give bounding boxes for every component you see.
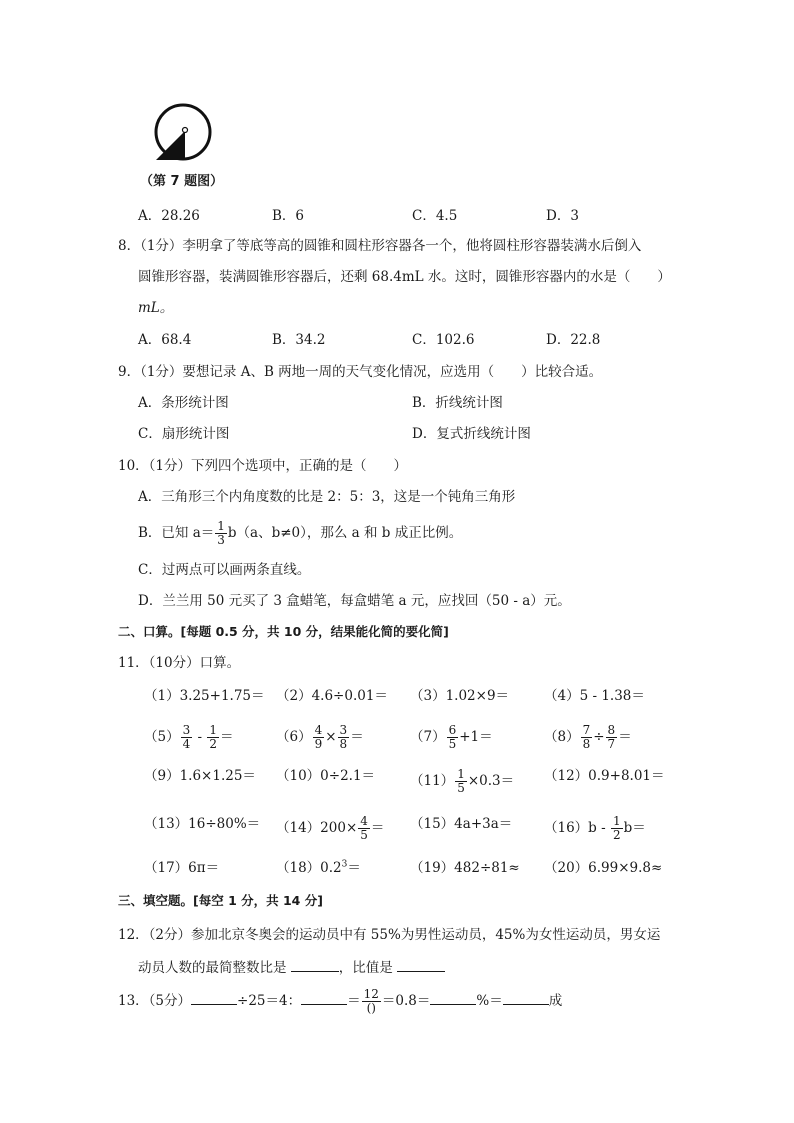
equals: ＝ [350,729,364,745]
fraction [338,724,350,751]
fraction-numerator: 6 [448,723,457,737]
q12-stem-line2 [138,957,445,978]
q8-option-d[interactable]: D．22.8 [546,332,601,348]
equals: ＝ [347,860,361,876]
q11-item-14 [276,813,384,843]
q11-item-13: （13）16÷80%＝ [144,816,261,832]
item-label: （16）b - [544,820,610,836]
q13-label: 13．（5分） [118,993,192,1009]
exponent: 3 [341,859,348,870]
fraction-numerator: 12 [363,987,379,1001]
q10-option-b-post: b（a、b≠0），那么 a 和 b 成正比例。 [227,525,463,541]
q13-blank-4[interactable] [503,990,549,1005]
fraction [181,724,193,751]
item-label: （6） [276,729,312,745]
fraction-denominator: 7 [607,737,616,751]
fraction [447,724,459,751]
q8-option-c[interactable]: C．102.6 [412,332,475,348]
item-label: （11） [410,773,455,789]
fraction [455,768,467,795]
q9-option-c[interactable]: C．扇形统计图 [138,426,230,442]
fraction-numerator: 3 [339,723,348,737]
fraction-denominator: 5 [448,737,457,751]
section-2-title: 二、口算。[每题 0.5 分，共 10 分，结果能化简的要化简] [118,624,449,639]
q7-option-b[interactable]: B．6 [272,208,305,224]
q9-option-d[interactable]: D．复式折线统计图 [412,426,531,442]
q8-option-b[interactable]: B．34.2 [272,332,326,348]
q10-option-a[interactable]: A．三角形三个内角度数的比是 2：5：3，这是一个钝角三角形 [138,489,516,505]
fraction [313,724,325,751]
q9-option-b[interactable]: B．折线统计图 [412,395,503,411]
fraction-denominator: 9 [314,737,323,751]
fraction-numerator: 4 [360,814,368,828]
q10-option-c[interactable]: C．过两点可以画两条直线。 [138,562,311,578]
q11-item-10: （10）0÷2.1＝ [276,768,376,784]
q13-blank-3[interactable] [430,990,476,1005]
item-text: （18）0.2 [276,860,342,876]
equals: ＝ [220,729,234,745]
q11-item-3: （3）1.02×9＝ [410,688,510,704]
equals: ＝ [618,729,632,745]
q11-item-8 [544,722,632,752]
operator: × [325,729,337,745]
q7-figure [146,100,226,170]
q11-item-9: （9）1.6×1.25＝ [144,768,256,784]
q8-stem-line3: mL。 [138,300,174,316]
fraction [611,815,623,842]
q11-item-4: （4）5 - 1.38＝ [544,688,645,704]
q10-option-d[interactable]: D．兰兰用 50 元买了 3 盒蜡笔，每盒蜡笔 a 元，应找回（50 - a）元。 [138,593,571,609]
item-label: （14）200× [276,820,358,836]
q11-item-12: （12）0.9+8.01＝ [544,768,665,784]
fraction-denominator: 2 [612,828,621,842]
q11-stem: 11．（10分）口算。 [118,655,241,671]
fraction-numerator: 7 [582,723,591,737]
q9-stem: 9．（1分）要想记录 A、B 两地一周的天气变化情况，应选用（ ）比较合适。 [118,364,603,380]
q12-stem-line1: 12．（2分）参加北京冬奥会的运动员中有 55%为男性运动员，45%为女性运动员，男女运 [118,927,661,943]
q13-text-3: ＝0.8＝ [381,993,431,1009]
q10-option-b[interactable] [138,518,462,548]
q11-item-1: （1）3.25+1.75＝ [144,688,265,704]
q11-item-17: （17）6π＝ [144,860,220,876]
operator: ÷ [593,729,605,745]
item-label: （7） [410,729,446,745]
fraction-numerator: 1 [209,723,218,737]
q12-blank-value[interactable] [397,957,445,972]
q11-item-5 [144,722,234,752]
fraction-numerator: 1 [217,519,225,533]
fraction [207,724,219,751]
fraction-numerator: 1 [457,767,465,781]
fraction-numerator: 4 [314,723,323,737]
fraction [581,724,593,751]
fraction [358,815,370,842]
tail: ×0.3＝ [467,773,515,789]
q10-option-b-pre: B．已知 a＝ [138,525,215,541]
q13-fraction [362,988,381,1015]
q13-text-1: ÷25＝4： [237,993,302,1009]
fraction-denominator: 8 [582,737,591,751]
q13-text-2: ＝ [347,993,361,1009]
q11-item-7 [410,722,493,752]
fraction [606,724,618,751]
q11-item-19: （19）482÷81≈ [410,860,520,876]
item-label: （5） [144,729,180,745]
item-label: （8） [544,729,580,745]
fraction-denominator[interactable]: () [366,1001,376,1015]
circle-figure-icon [146,100,226,170]
q10-stem: 10．（1分）下列四个选项中，正确的是（ ） [118,458,408,474]
q13-blank-1[interactable] [191,990,237,1005]
q11-item-15: （15）4a+3a＝ [410,816,513,832]
q7-option-a[interactable]: A．28.26 [138,208,200,224]
fraction-numerator: 1 [612,814,621,828]
fraction-numerator: 8 [607,723,616,737]
fraction-denominator: 2 [209,737,218,751]
tail: ＝ [370,820,385,836]
q11-item-20: （20）6.99×9.8≈ [544,860,663,876]
fraction-numerator: 3 [182,723,191,737]
q11-item-18 [276,858,361,878]
q12-text-pre: 动员人数的最简整数比是 [138,960,287,976]
figure-caption: （第 7 题图） [140,174,224,189]
fraction-denominator: 5 [360,828,368,842]
q9-option-a[interactable]: A．条形统计图 [138,395,229,411]
section-3-title: 三、填空题。[每空 1 分，共 14 分] [118,893,323,908]
q13-text-5: 成 [548,993,563,1009]
fraction-denominator: 3 [217,533,225,547]
q11-item-2: （2）4.6÷0.01＝ [276,688,388,704]
q8-stem-line1: 8．（1分）李明拿了等底等高的圆锥和圆柱形容器各一个，他将圆柱形容器装满水后倒入 [118,238,642,254]
tail: +1＝ [459,729,493,745]
q7-option-d[interactable]: D．3 [546,208,579,224]
q12-blank-ratio[interactable] [291,957,339,972]
q11-item-6 [276,722,364,752]
fraction-denominator: 5 [457,781,465,795]
tail: b＝ [623,820,646,836]
q7-option-c[interactable]: C．4.5 [412,208,458,224]
q10-option-b-fraction [215,520,227,547]
q11-item-16 [544,813,646,843]
q11-item-11 [410,766,514,796]
q12-text-mid: ，比值是 [338,960,393,976]
q13-blank-2[interactable] [301,990,347,1005]
q13-stem [118,986,562,1016]
operator: - [193,729,207,745]
q8-stem-line2: 圆锥形容器，装满圆锥形容器后，还剩 68.4mL 水。这时，圆锥形容器内的水是（ ） [138,269,671,285]
fraction-denominator: 8 [339,737,348,751]
q13-text-4: %＝ [476,993,503,1009]
fraction-denominator: 4 [182,737,191,751]
q8-option-a[interactable]: A．68.4 [138,332,192,348]
